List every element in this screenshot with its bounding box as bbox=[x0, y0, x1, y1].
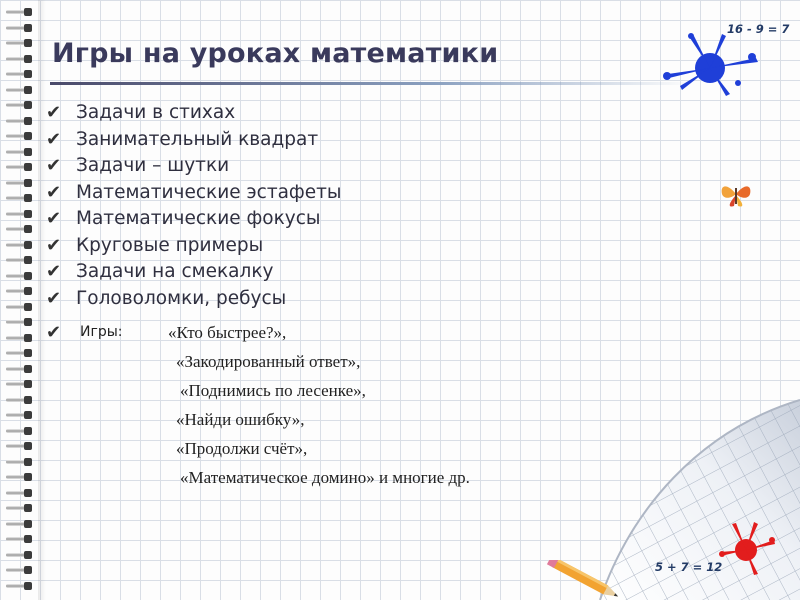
list-item-label: Головоломки, ребусы bbox=[76, 287, 287, 309]
check-mark-icon: ✔ bbox=[46, 287, 62, 309]
list-item-label: Математические эстафеты bbox=[76, 181, 342, 203]
list-item-label: Задачи – шутки bbox=[76, 155, 230, 176]
list-item-label: Математические фокусы bbox=[76, 208, 321, 229]
spiral-ring bbox=[6, 396, 32, 404]
red-ink-splat-icon bbox=[718, 520, 778, 576]
spiral-ring bbox=[6, 427, 32, 435]
game-item: «Кто быстрее?», bbox=[168, 323, 287, 342]
spiral-ring bbox=[6, 101, 32, 109]
spiral-binding bbox=[0, 0, 42, 600]
check-mark-icon: ✔ bbox=[46, 155, 62, 176]
spiral-ring bbox=[6, 380, 32, 388]
spiral-ring bbox=[6, 582, 32, 590]
spiral-ring bbox=[6, 334, 32, 342]
spiral-ring bbox=[6, 132, 32, 140]
equation-bottom: 5 + 7 = 12 bbox=[655, 560, 723, 574]
spiral-ring bbox=[6, 411, 32, 419]
spiral-ring bbox=[6, 303, 32, 311]
spiral-ring bbox=[6, 225, 32, 233]
spiral-ring bbox=[6, 55, 32, 63]
spiral-ring bbox=[6, 473, 32, 481]
game-item: «Закодированный ответ», bbox=[176, 352, 361, 371]
check-mark-icon: ✔ bbox=[46, 261, 62, 282]
spiral-ring bbox=[6, 349, 32, 357]
spiral-ring bbox=[6, 551, 32, 559]
spiral-ring bbox=[6, 194, 32, 202]
list-item bbox=[46, 286, 342, 313]
spiral-ring bbox=[6, 117, 32, 125]
game-item: «Математическое домино» и многие др. bbox=[180, 468, 470, 487]
butterfly-icon bbox=[718, 180, 754, 210]
list-item bbox=[46, 180, 342, 207]
check-mark-icon: ✔ bbox=[46, 208, 62, 229]
game-item: «Продолжи счёт», bbox=[176, 439, 308, 458]
spiral-ring bbox=[6, 489, 32, 497]
spiral-ring bbox=[6, 8, 32, 16]
spiral-ring bbox=[6, 520, 32, 528]
spiral-ring bbox=[6, 458, 32, 466]
blue-ink-splat-icon bbox=[660, 28, 770, 98]
check-mark-icon: ✔ bbox=[46, 128, 62, 150]
spiral-ring bbox=[6, 535, 32, 543]
spiral-ring bbox=[6, 442, 32, 450]
spiral-ring bbox=[6, 365, 32, 373]
game-item: «Поднимись по лесенке», bbox=[180, 381, 366, 400]
spiral-ring bbox=[6, 241, 32, 249]
spiral-ring bbox=[6, 287, 32, 295]
list-item bbox=[46, 233, 342, 260]
topics-list bbox=[46, 100, 342, 312]
spiral-ring bbox=[6, 86, 32, 94]
spiral-ring bbox=[6, 24, 32, 32]
equation-top: 16 - 9 = 7 bbox=[727, 22, 790, 36]
spiral-ring bbox=[6, 179, 32, 187]
spiral-ring bbox=[6, 148, 32, 156]
spiral-ring bbox=[6, 163, 32, 171]
spiral-ring bbox=[6, 566, 32, 574]
spiral-ring bbox=[6, 210, 32, 218]
title-underline bbox=[50, 82, 690, 85]
spiral-ring bbox=[6, 318, 32, 326]
list-item-label: Задачи на смекалку bbox=[76, 261, 274, 282]
list-item-label: Круговые примеры bbox=[76, 234, 264, 256]
check-mark-icon: ✔ bbox=[46, 322, 62, 343]
list-item bbox=[46, 206, 342, 233]
spiral-ring bbox=[6, 256, 32, 264]
slide-title: Игры на уроках математики bbox=[52, 38, 499, 69]
list-item bbox=[46, 259, 342, 286]
check-mark-icon: ✔ bbox=[46, 181, 62, 203]
spiral-ring bbox=[6, 272, 32, 280]
list-item bbox=[46, 127, 342, 154]
spiral-ring bbox=[6, 39, 32, 47]
check-mark-icon: ✔ bbox=[46, 234, 62, 256]
spiral-ring bbox=[6, 504, 32, 512]
pencil-icon bbox=[540, 560, 630, 600]
check-mark-icon: ✔ bbox=[46, 102, 62, 123]
list-item bbox=[46, 100, 342, 127]
spiral-ring bbox=[6, 70, 32, 78]
games-label: Игры: bbox=[80, 324, 123, 340]
list-item-label: Задачи в стихах bbox=[76, 102, 236, 123]
list-item-label: Занимательный квадрат bbox=[76, 128, 319, 150]
game-item: «Найди ошибку», bbox=[176, 410, 305, 429]
list-item bbox=[46, 153, 342, 180]
